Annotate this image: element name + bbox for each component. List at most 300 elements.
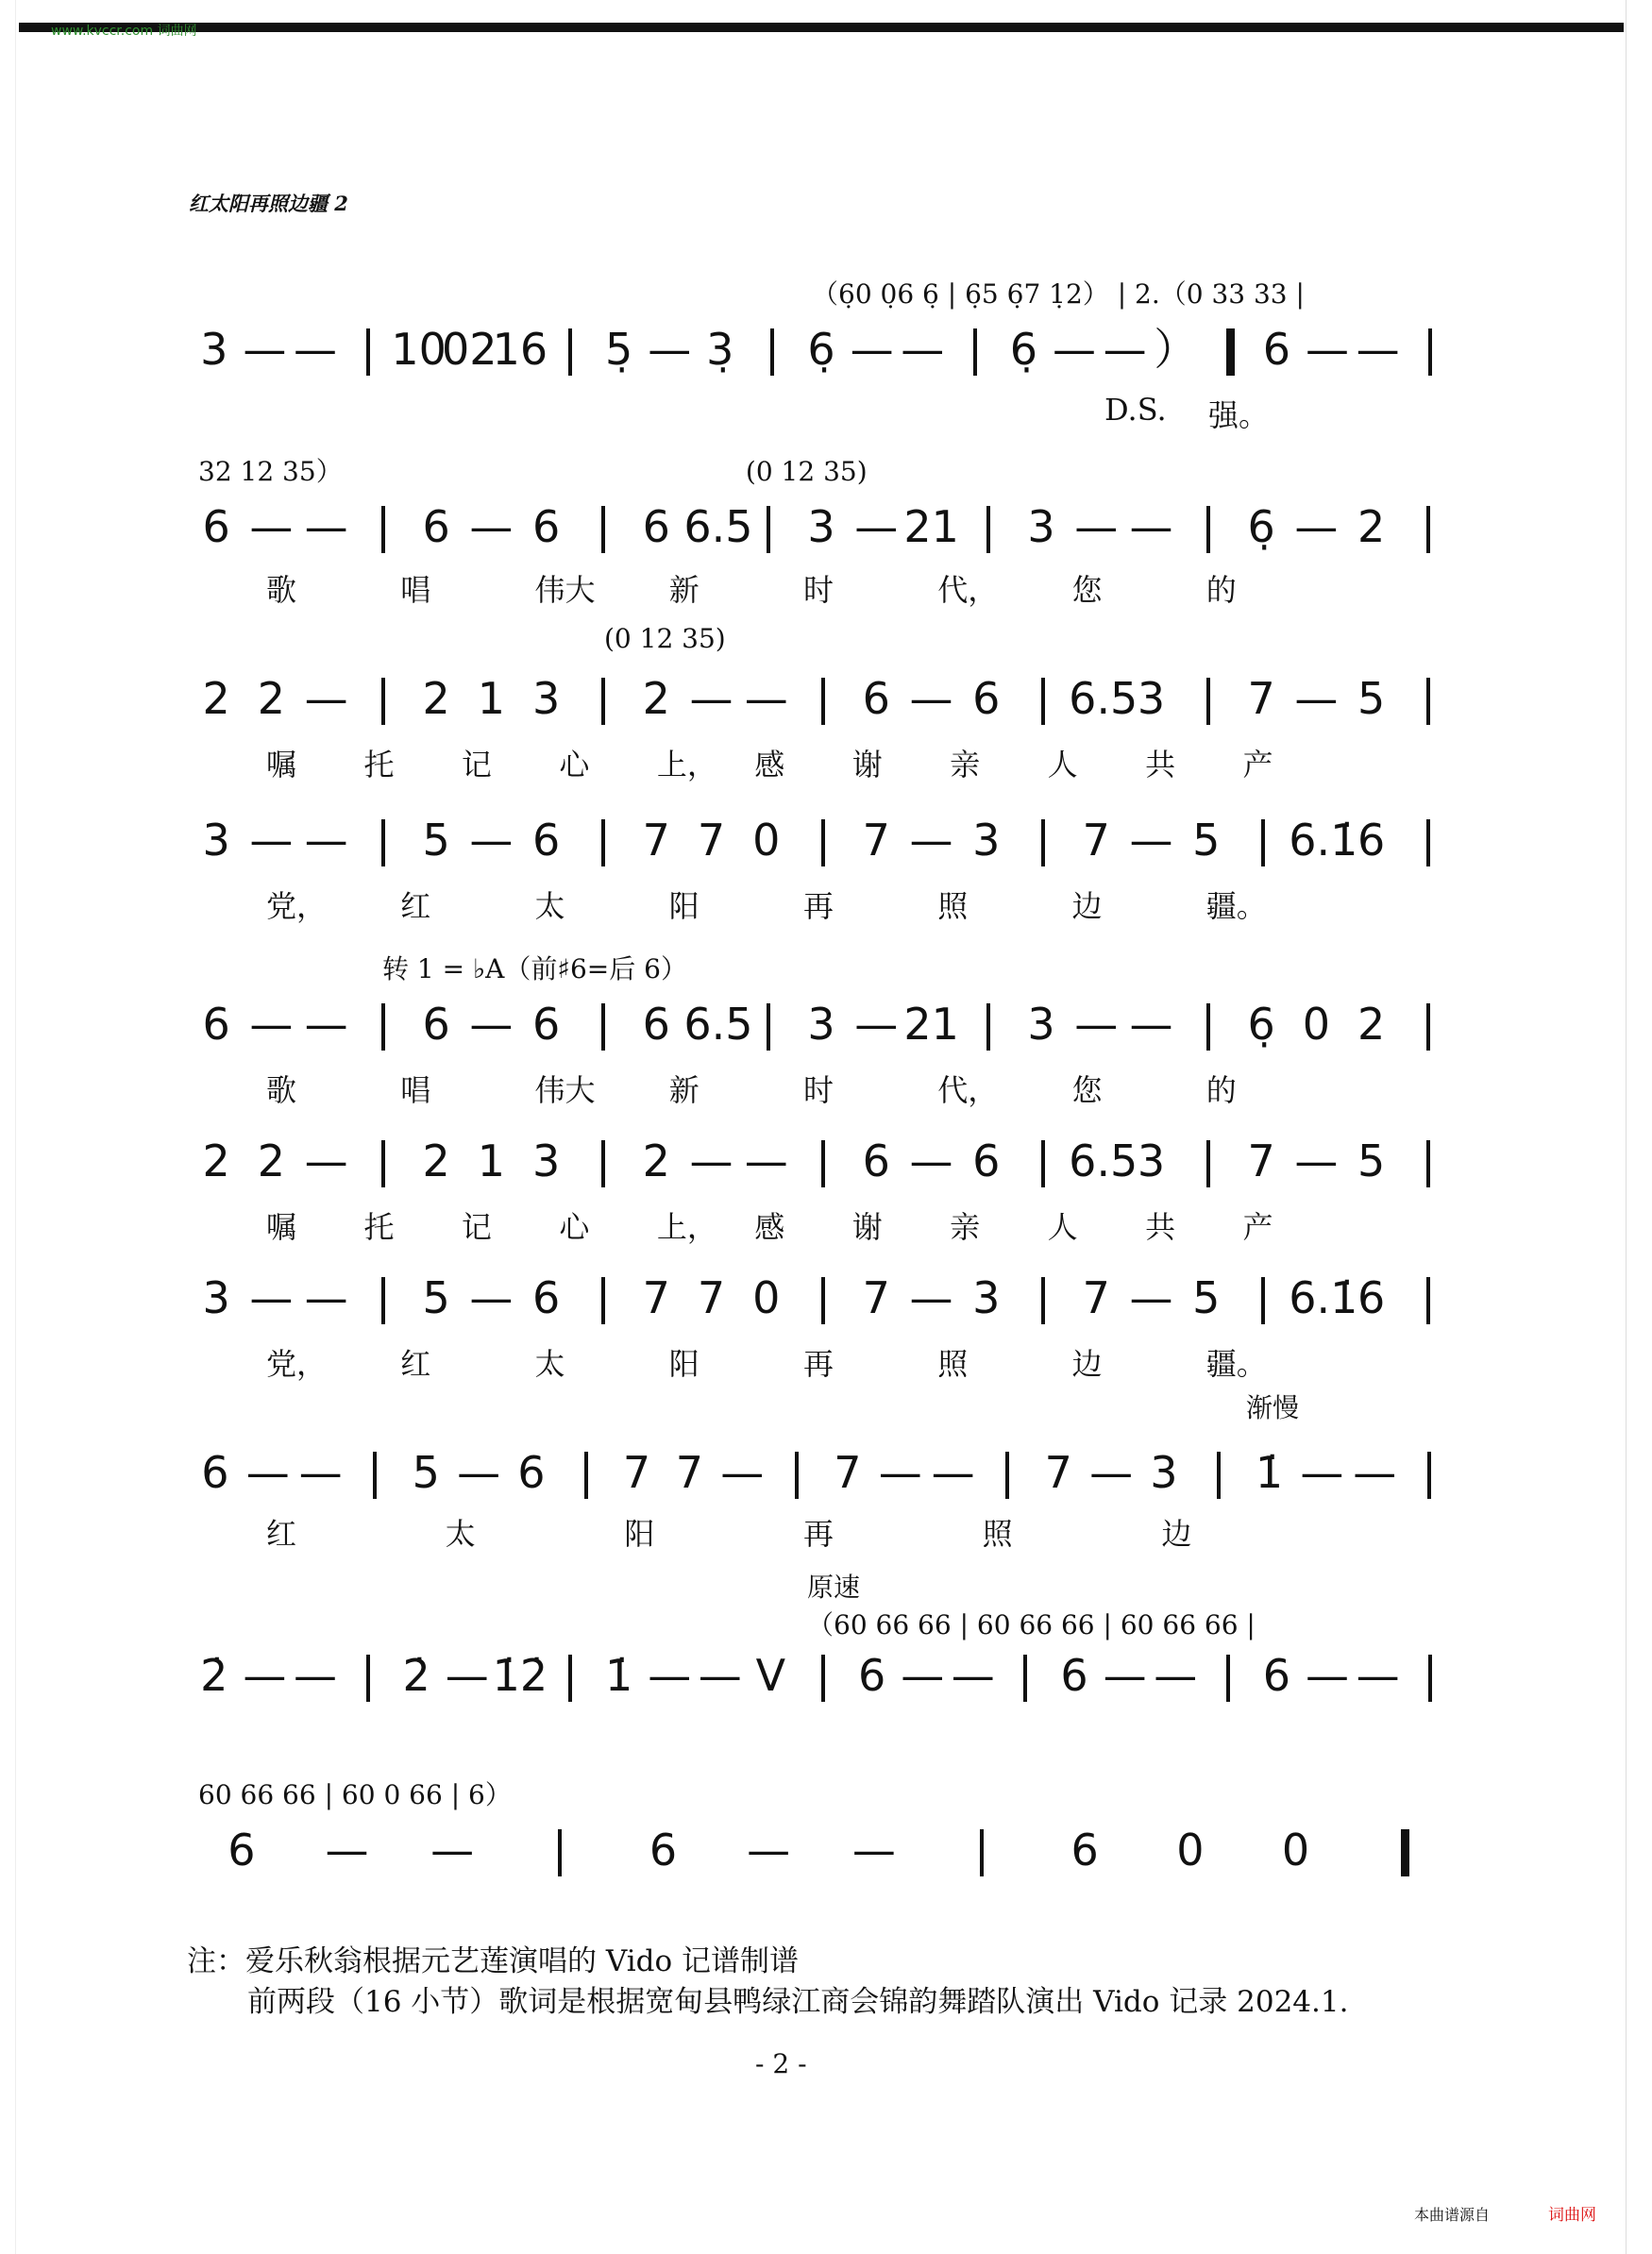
barline [1041,819,1045,866]
note: 2 [1357,501,1386,552]
lyric: 谢 [851,747,883,782]
barline [381,678,385,725]
barline [568,328,572,376]
barline [558,1829,562,1876]
barline [601,819,605,866]
dash-note: — [747,1825,791,1876]
dash-note: — [909,673,953,724]
barline [1426,1277,1430,1324]
note: 6 [532,1272,561,1323]
note: 6 [972,1135,1001,1186]
note: 16 [492,324,548,375]
note: 6 [1357,1272,1386,1323]
note: 6̣ [1247,501,1275,552]
dash-note: — [304,999,348,1050]
note: 6.5 [683,501,753,552]
lyric: 边 [1071,888,1103,924]
barline [1426,506,1430,553]
barline [986,1003,990,1051]
lyric: 党， [266,888,328,924]
barline [980,1829,984,1876]
row-annotation: 渐慢 [1246,1392,1300,1423]
lyric: 共 [1145,1209,1176,1245]
note: 7 [697,815,726,866]
dash-note: — [304,815,348,866]
lyric: 再 [803,1516,834,1552]
row-annotation: 原速 （60 66 66 | 60 66 66 | 60 66 66 | [807,1572,1256,1640]
dash-note: — [445,1650,489,1701]
note: 7 [1044,1447,1072,1498]
double-barline [1401,1829,1409,1876]
lyric: 产 [1242,747,1273,782]
barline [1005,1452,1009,1499]
lyric: 上， [656,1209,717,1245]
note: 2 [257,673,286,724]
row-annotation: 32 12 35） (0 12 35) [198,456,868,487]
right-watermark-strip [1626,0,1647,2254]
barline [821,678,825,725]
dash-note: — [249,999,294,1050]
header-url: www.kvccr.com 词曲网 [51,24,197,39]
dash-note: — [744,673,788,724]
row-annotation: (0 12 35) [604,623,726,654]
note: 6̣ [1009,324,1038,375]
note: 7 [1082,815,1110,866]
row-annotation: 60 66 66 | 60 0 66 | 6） [198,1779,512,1810]
lyric: 人 [1047,747,1078,782]
note: 1 [477,1135,506,1186]
note: 3 [202,815,230,866]
dash-note: — [469,1272,514,1323]
dash-note: — [249,815,294,866]
barline [1206,1003,1210,1051]
lyric: 再 [803,1346,834,1382]
dash-note: — [854,501,899,552]
lyric: 感 [754,747,785,782]
dash-note: — [1129,999,1173,1050]
score-line [189,812,1501,868]
barline [1261,1277,1265,1324]
barline [1206,1140,1210,1187]
barline [821,1655,825,1702]
row-annotation: 转 1 = ♭A（前♯6=后 6） [382,953,687,984]
double-barline [1226,328,1235,376]
lyric: 嘱 [266,747,297,782]
dash-note: — [304,1272,348,1323]
barline [1023,1655,1027,1702]
note: 3 [972,1272,1001,1323]
barline [601,1140,605,1187]
lyric: 歌 [266,1072,297,1108]
note: 7 [862,1272,890,1323]
barline [366,328,370,376]
dash-note: — [648,324,692,375]
note: 5 [422,815,450,866]
note: 6 [1070,1825,1099,1876]
lyric: 上， [656,747,717,782]
lyric: 的 [1205,1072,1237,1108]
note: 5 [1357,673,1386,724]
dash-note: — [1129,1272,1173,1323]
barline [366,1655,370,1702]
score-line [189,996,1501,1052]
note: 0 [1281,1825,1310,1876]
lyric: 再 [803,888,834,924]
lyric: 嘱 [266,1209,297,1245]
dash-note: — [325,1825,369,1876]
note: 7 [675,1447,704,1498]
note: 7 [642,1272,670,1323]
note: 5 [1192,1272,1221,1323]
dash-note: — [720,1447,765,1498]
dash-note: — [1305,1650,1349,1701]
lyric: 谢 [851,1209,883,1245]
lyric: 阳 [668,1346,700,1382]
note: 1 [477,673,506,724]
note: 3 [807,999,835,1050]
note-line-1: 注：爱乐秋翁根据元艺莲演唱的 Vido 记谱制谱 [187,1944,799,1978]
note: 21 [903,501,959,552]
barline [601,1003,605,1051]
dash-note: — [1074,999,1119,1050]
dash-note: — [304,673,348,724]
dash-note: — [293,324,337,375]
dash-note: — [909,815,953,866]
note: 2 [202,673,230,724]
lyric: 阳 [668,888,700,924]
score-line [189,1822,1501,1878]
note: 6̣ [807,324,835,375]
score-line [189,498,1501,555]
dash-note: — [878,1447,922,1498]
dash-note: — [1074,501,1119,552]
page-number: - 2 - [755,2048,807,2079]
note: 1̇2̇ [492,1650,548,1701]
dash-note: — [469,999,514,1050]
note: 7 [1082,1272,1110,1323]
note: 6 [422,501,450,552]
note: 6.5 [683,999,753,1050]
note: 02 [442,324,497,375]
barline [1426,1003,1430,1051]
barline [770,328,774,376]
lyric: 疆。 [1205,1346,1267,1382]
barline [1426,1140,1430,1187]
note: 5 [412,1447,440,1498]
barline [373,1452,377,1499]
dash-note: — [243,1650,287,1701]
lyric: 您 [1071,572,1103,608]
lyric: 新 [668,572,700,608]
lyric: 记 [461,1209,492,1245]
lyric: 代， [937,1072,999,1108]
note: 6.1̇ [1289,815,1358,866]
page-label: 红太阳再照边疆 2 [189,192,348,215]
barline [1206,678,1210,725]
barline [1428,1655,1432,1702]
note: 3̣ [706,324,734,375]
note: 2 [1357,999,1386,1050]
note: 2 [257,1135,286,1186]
note: 6 [202,999,230,1050]
dash-note: — [1129,815,1173,866]
barline [381,506,385,553]
dash-note: — [245,1447,290,1498]
score-line [189,321,1501,378]
note: 6 [972,673,1001,724]
note: 6 [532,815,561,866]
note: 2 [422,673,450,724]
dash-note: — [249,1272,294,1323]
note: 7 [1247,673,1275,724]
note: 6 [1060,1650,1088,1701]
dash-note: — [1294,1135,1339,1186]
note: 6 [228,1825,256,1876]
dash-note: — [1356,1650,1400,1701]
note: 6 [642,999,670,1050]
row-annotation: （6̣0 0̣6 6̣ | 6̣5 6̣7 1̣2） | 2.（0 33 33 | [812,278,1305,310]
lyric: 心 [559,1209,590,1245]
dash-note: — [1305,324,1349,375]
note: 6 [517,1447,546,1498]
note: 5̣ [604,324,633,375]
lyric: 阳 [624,1516,655,1552]
lyric: 亲 [950,1209,981,1245]
dash-note: — [1300,1447,1344,1498]
dash-note: — [901,324,945,375]
dash-note: — [243,324,287,375]
dash-note: — [469,815,514,866]
lyric: 太 [534,1346,565,1382]
note: 3 [532,673,561,724]
barline [986,506,990,553]
barline [1427,1452,1431,1499]
note: 7 [862,815,890,866]
note: 6.1̇ [1289,1272,1358,1323]
note: 3 [972,815,1001,866]
barline [1426,819,1430,866]
barline [1226,1655,1230,1702]
note: 2̇ [402,1650,430,1701]
barline [381,1003,385,1051]
top-border-bar [19,23,1624,32]
dash-note: — [689,1135,733,1186]
left-watermark-strip [0,0,16,2254]
note: 6 [862,1135,890,1186]
note: 2 [202,1135,230,1186]
dash-note: — [744,1135,788,1186]
dash-note: — [1154,1650,1198,1701]
dash-note: — [648,1650,692,1701]
dash-note: — [457,1447,501,1498]
lyric: 红 [266,1516,297,1552]
lyric: 亲 [950,747,981,782]
note: 6 [862,673,890,724]
dash-note: — [909,1135,953,1186]
lyric: 记 [461,747,492,782]
note: 7 [834,1447,862,1498]
note: 7 [642,815,670,866]
lyric: 照 [937,888,969,924]
footer-source: 本曲谱源自 [1414,2206,1491,2224]
score-line [189,1647,1501,1704]
note: 6 [1357,815,1386,866]
lyric: 边 [1161,1516,1192,1552]
barline [1428,328,1432,376]
note: 6 [1262,1650,1291,1701]
barline [381,819,385,866]
score-line [189,1444,1501,1501]
barline [1041,1277,1045,1324]
lyric: 的 [1205,572,1237,608]
lyric: D.S. [1104,392,1167,428]
dash-note: — [430,1825,475,1876]
dash-note: — [931,1447,975,1498]
barline [821,819,825,866]
barline [767,1003,770,1051]
dash-note: — [1103,324,1147,375]
note: 7 [697,1272,726,1323]
note: 3 [1027,501,1055,552]
barline [1261,819,1265,866]
dash-note: — [1294,673,1339,724]
dash-note: — [1089,1447,1134,1498]
lyric: 人 [1047,1209,1078,1245]
dash-note: — [304,501,348,552]
lyric: 照 [937,1346,969,1382]
lyric: 代， [937,572,999,608]
lyric: 疆。 [1205,888,1267,924]
note: 6 [532,501,561,552]
barline [381,1140,385,1187]
note: 3 [1137,1135,1166,1186]
note: 0 [1302,999,1330,1050]
lyric: 边 [1071,1346,1103,1382]
note: 6 [532,999,561,1050]
note: 3 [200,324,228,375]
lyric: 心 [559,747,590,782]
lyric: 唱 [400,1072,431,1108]
note: 6̣ [1247,999,1275,1050]
dash-note: — [951,1650,995,1701]
lyric: 产 [1242,1209,1273,1245]
lyric: 红 [400,888,431,924]
note: 3 [202,1272,230,1323]
note-line-2: 前两段（16 小节）歌词是根据宽甸县鸭绿江商会锦韵舞踏队演出 Vido 记录 2024.1. [247,1985,1349,2019]
dash-note: — [1353,1447,1397,1498]
note: 3 [1150,1447,1178,1498]
note: 7 [622,1447,651,1498]
dash-note: — [304,1135,348,1186]
barline [601,506,605,553]
dash-note: — [293,1650,337,1701]
note: 10 [391,324,447,375]
note: 2 [642,1135,670,1186]
dash-note: — [854,999,899,1050]
dash-note: — [249,501,294,552]
footer-site-link[interactable]: 词曲网 [1548,2206,1596,2225]
lyric: 共 [1145,747,1176,782]
lyric: 时 [803,1072,834,1108]
note: 6 [422,999,450,1050]
note: 6.5 [1069,673,1138,724]
dash-note: — [689,673,733,724]
lyric: 新 [668,1072,700,1108]
lyric: 歌 [266,572,297,608]
barline [601,1277,605,1324]
dash-note: — [1052,324,1096,375]
barline [767,506,770,553]
note: 3 [807,501,835,552]
lyric: 照 [982,1516,1013,1552]
dash-note: — [298,1447,343,1498]
lyric: 太 [534,888,565,924]
barline [1206,506,1210,553]
lyric: 您 [1071,1072,1103,1108]
dash-note: — [469,501,514,552]
barline [1041,1140,1045,1187]
lyric: 强。 [1208,397,1270,433]
note: 5 [422,1272,450,1323]
note: 6 [202,501,230,552]
note: 3 [1137,673,1166,724]
note: 21 [903,999,959,1050]
dash-note: — [698,1650,742,1701]
dash-note: — [850,324,894,375]
note: 6 [642,501,670,552]
note: 0 [752,1272,781,1323]
barline [568,1655,572,1702]
note: 7 [1247,1135,1275,1186]
dash-note: — [909,1272,953,1323]
dash-note: — [1356,324,1400,375]
note: 3 [532,1135,561,1186]
lyric: 感 [754,1209,785,1245]
note: 0 [752,815,781,866]
note: 3 [1027,999,1055,1050]
note: 6 [201,1447,229,1498]
note: 0 [1176,1825,1205,1876]
barline [1041,678,1045,725]
barline [584,1452,588,1499]
note: 1̇ [1255,1447,1284,1498]
barline [821,1277,825,1324]
lyric: 托 [363,1209,395,1245]
lyric: 托 [363,747,395,782]
lyric: 党， [266,1346,328,1382]
dash-note: — [851,1825,896,1876]
barline [973,328,977,376]
note: 2 [642,673,670,724]
note: 6.5 [1069,1135,1138,1186]
note: V [755,1650,786,1701]
dash-note: — [1103,1650,1147,1701]
dash-note: — [1129,501,1173,552]
note: ） [1154,324,1198,375]
note: 1̇ [604,1650,633,1701]
note: 2̇ [200,1650,228,1701]
note: 6 [649,1825,678,1876]
note: 2 [422,1135,450,1186]
barline [1217,1452,1221,1499]
lyric: 时 [803,572,834,608]
lyric: 太 [445,1516,476,1552]
dash-note: — [901,1650,945,1701]
score-line [189,1133,1501,1189]
note: 6 [1262,324,1291,375]
lyric: 唱 [400,572,431,608]
barline [821,1140,825,1187]
